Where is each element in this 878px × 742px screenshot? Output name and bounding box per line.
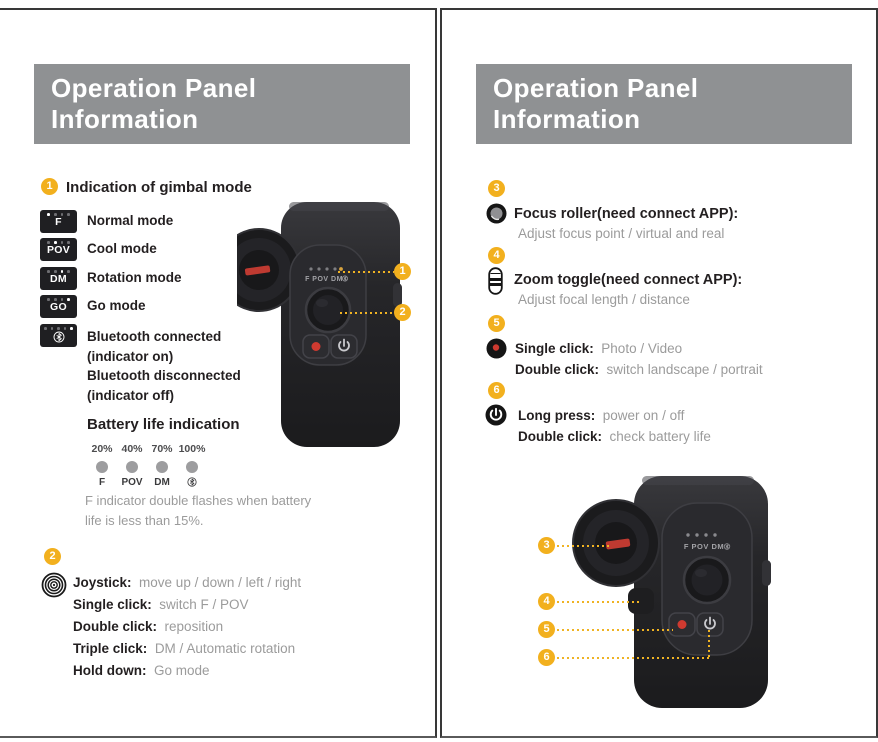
bt-line: Bluetooth connected: [87, 329, 222, 344]
mode-label-normal: Normal mode: [87, 213, 174, 228]
section4-desc: Adjust focal length / distance: [518, 292, 690, 307]
joystick-icon: [41, 572, 67, 603]
callout-line-4: [557, 601, 641, 603]
section1-heading: Indication of gimbal mode: [66, 179, 252, 196]
bt-line: (indicator on): [87, 348, 174, 364]
manual-page-left: [0, 8, 437, 738]
battery-col-100: [175, 443, 209, 490]
battery-note-line2: life is less than 15%.: [85, 513, 204, 528]
instruction-row: [518, 429, 711, 445]
callout-line-6-vertical: [708, 630, 710, 658]
indicator-dots: [40, 327, 77, 330]
callout-badge-3: 3: [538, 537, 555, 554]
instruction-value: power on / off: [602, 408, 685, 423]
section3-desc: Adjust focus point / virtual and real: [518, 226, 725, 241]
instruction-row: [73, 663, 210, 679]
callout-line-2: [340, 312, 394, 314]
instruction-value: switch F / POV: [159, 597, 249, 612]
bt-line: (indicator off): [87, 387, 174, 403]
instruction-label: Double click:: [73, 619, 158, 634]
battery-note-line1: F indicator double flashes when battery: [85, 493, 312, 508]
instruction-label: Single click:: [73, 597, 152, 612]
section1-number-badge: 1: [41, 178, 58, 195]
instruction-row: [515, 341, 682, 357]
instruction-label: Double click:: [518, 429, 603, 444]
callout-line-6: [557, 657, 709, 659]
instruction-row: [73, 619, 223, 635]
page-title-line1: Operation Panel: [493, 73, 699, 103]
bluetooth-status-text: [87, 327, 241, 405]
battery-col-label: POV: [121, 477, 143, 488]
battery-col-20: [85, 443, 119, 488]
instruction-row: [518, 408, 684, 424]
battery-note: [85, 491, 311, 531]
instruction-label: Hold down:: [73, 663, 147, 678]
page-title-line1: Operation Panel: [51, 73, 257, 103]
battery-indicator-dot: [96, 461, 108, 473]
mode-icon-label: GO: [50, 301, 67, 313]
section4-title: Zoom toggle(need connect APP):: [514, 272, 743, 288]
instruction-value: Photo / Video: [601, 341, 683, 356]
device-panel-text: F POV DM: [683, 542, 725, 551]
callout-badge-5: 5: [538, 621, 555, 638]
battery-col-label: F: [98, 477, 106, 488]
battery-col-70: [145, 443, 179, 488]
battery-indicator-dot: [126, 461, 138, 473]
power-button-icon: [485, 404, 507, 431]
instruction-label: Joystick:: [73, 575, 132, 590]
gimbal-device-illustration: [572, 472, 777, 713]
battery-heading: Battery life indication: [87, 416, 240, 433]
section6-number-badge: 6: [488, 382, 505, 399]
instruction-label: Single click:: [515, 341, 594, 356]
mode-label-go: Go mode: [87, 298, 146, 313]
battery-col-40: [115, 443, 149, 488]
section4-number-badge: 4: [488, 247, 505, 264]
battery-indicator-dot: [156, 461, 168, 473]
callout-line-3: [557, 545, 610, 547]
instruction-row: [515, 362, 763, 378]
instruction-value: Go mode: [154, 663, 210, 678]
bluetooth-icon: [40, 331, 77, 346]
instruction-value: check battery life: [609, 429, 711, 444]
battery-percent: 100%: [178, 443, 206, 455]
focus-roller-icon: [486, 203, 507, 229]
gimbal-device-illustration: [237, 199, 407, 452]
mode-label-cool: Cool mode: [87, 241, 157, 256]
instruction-row: [73, 597, 249, 613]
page-title: [34, 64, 410, 144]
instruction-value: switch landscape / portrait: [606, 362, 763, 377]
mode-icon-label: F: [55, 216, 62, 228]
instruction-row: [73, 641, 295, 657]
record-button-icon: [486, 338, 507, 364]
mode-label-rotation: Rotation mode: [87, 270, 182, 285]
callout-line-5: [557, 629, 673, 631]
section5-number-badge: 5: [488, 315, 505, 332]
bluetooth-icon: [175, 477, 209, 490]
callout-badge-2: 2: [394, 304, 411, 321]
mode-icon-dm: [40, 267, 77, 290]
instruction-value: DM / Automatic rotation: [154, 641, 296, 656]
instruction-label: Long press:: [518, 408, 596, 423]
mode-icon-pov: [40, 238, 77, 261]
bluetooth-mode-icon: [40, 324, 77, 347]
section3-title: Focus roller(need connect APP):: [514, 206, 739, 222]
instruction-label: Triple click:: [73, 641, 148, 656]
battery-percent: 40%: [121, 443, 143, 455]
bt-line: Bluetooth disconnected: [87, 368, 241, 383]
callout-line-1: [338, 271, 394, 273]
instruction-label: Double click:: [515, 362, 600, 377]
callout-badge-4: 4: [538, 593, 555, 610]
mode-icon-label: DM: [50, 273, 67, 285]
battery-col-label: DM: [154, 477, 170, 488]
page-title: [476, 64, 852, 144]
mode-icon-go: [40, 295, 77, 318]
mode-icon-label: POV: [46, 244, 71, 256]
manual-page-right: [440, 8, 878, 738]
zoom-toggle-icon: [488, 267, 503, 300]
mode-icon-f: [40, 210, 77, 233]
instruction-value: move up / down / left / right: [139, 575, 302, 590]
instruction-value: reposition: [164, 619, 224, 634]
callout-badge-1: 1: [394, 263, 411, 280]
instruction-row: [73, 575, 301, 591]
battery-percent: 20%: [91, 443, 113, 455]
battery-indicator-dot: [186, 461, 198, 473]
page-title-line2: Information: [493, 104, 641, 134]
section3-number-badge: 3: [488, 180, 505, 197]
page-title-line2: Information: [51, 104, 199, 134]
battery-percent: 70%: [151, 443, 173, 455]
callout-badge-6: 6: [538, 649, 555, 666]
section2-number-badge: 2: [44, 548, 61, 565]
device-panel-text: F POV DM: [305, 276, 343, 283]
